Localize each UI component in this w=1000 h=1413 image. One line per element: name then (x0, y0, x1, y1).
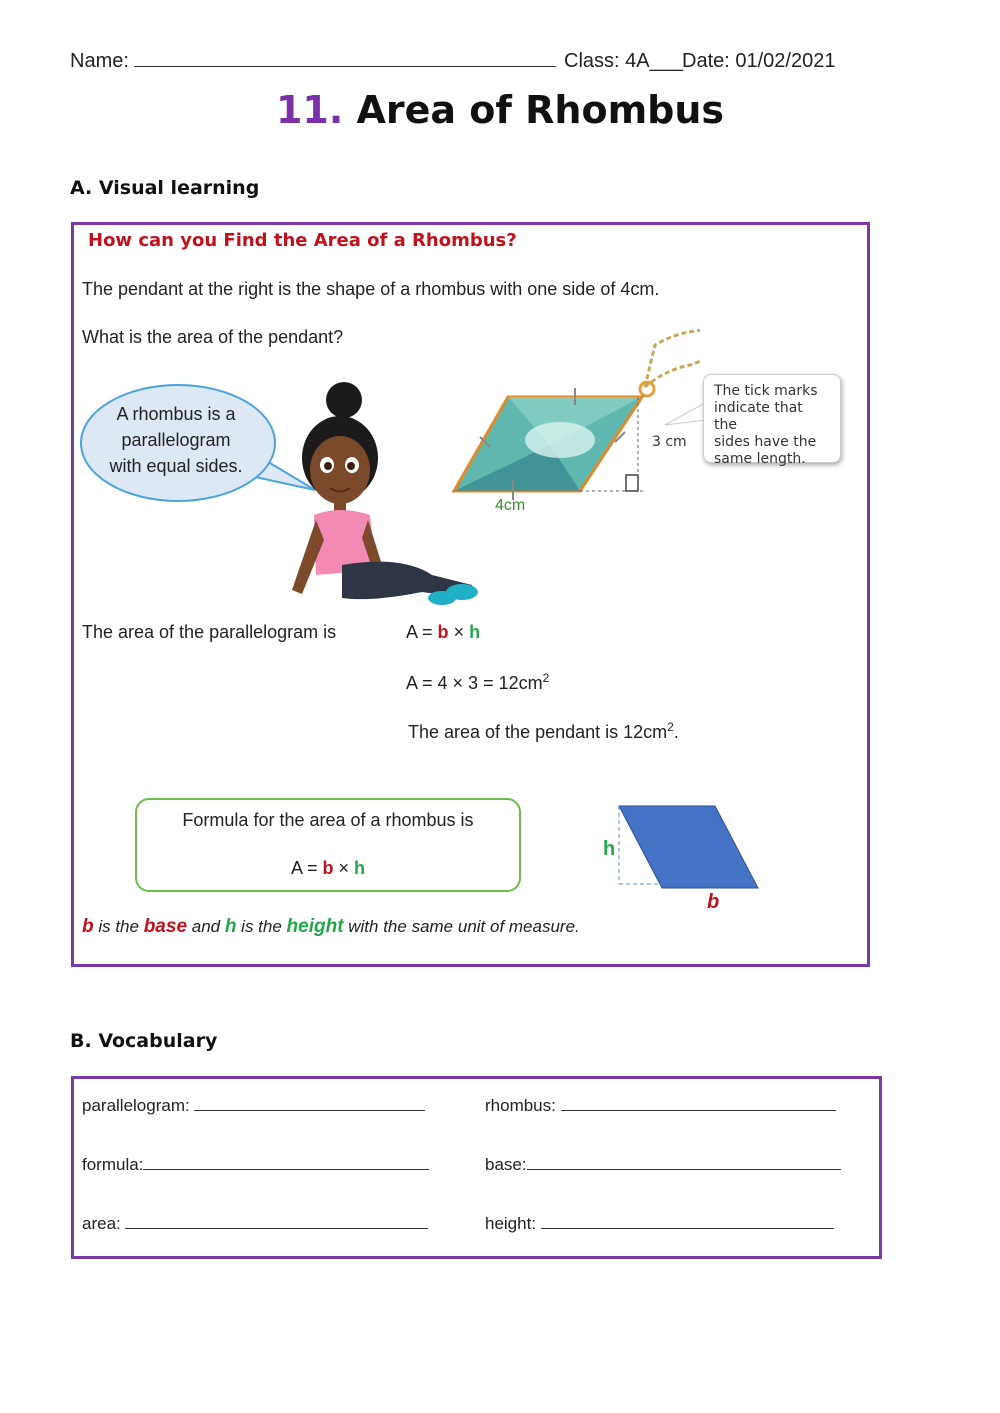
note-is-the: is the (93, 917, 144, 936)
area-formula (406, 622, 480, 643)
vocab-answer-line[interactable] (561, 1094, 836, 1111)
vocab-item-area (82, 1212, 428, 1234)
callout-line-3: sides have the (714, 434, 817, 450)
bubble-line-3: with equal sides. (109, 456, 243, 476)
vocab-label: area: (82, 1214, 121, 1233)
area-calculation (406, 671, 549, 694)
vocab-label: base: (485, 1155, 527, 1174)
vocab-answer-line[interactable] (143, 1153, 429, 1170)
formula-b: b (437, 622, 449, 642)
note-and: and (187, 917, 225, 936)
vocab-answer-line[interactable] (541, 1212, 834, 1229)
box-formula-a: A = (290, 858, 318, 878)
result-sup: 2 (667, 720, 674, 734)
formula-box-title: Formula for the area of a rhombus is (182, 810, 474, 830)
note-rest: with the same unit of measure. (343, 917, 580, 936)
box-formula-b: b (322, 858, 334, 878)
section-a-heading: A. Visual learning (70, 177, 260, 199)
section-b-heading: B. Vocabulary (70, 1030, 218, 1052)
parallelogram-diagram (600, 800, 770, 900)
vocab-answer-line[interactable] (527, 1153, 841, 1170)
page-title (0, 88, 1000, 132)
area-result (408, 720, 679, 743)
vocab-answer-line[interactable] (125, 1212, 428, 1229)
vocab-item-base (485, 1153, 841, 1175)
callout-line-2: indicate that the (714, 400, 803, 433)
formula-a: A = (406, 622, 433, 642)
height-label-3cm: 3 cm (652, 434, 687, 450)
vocab-item-parallelogram (82, 1094, 425, 1116)
base-label-4cm: 4cm (495, 497, 526, 514)
vocab-label: formula: (82, 1155, 144, 1174)
note-h: h (224, 916, 237, 937)
callout-line-1: The tick marks (714, 383, 818, 399)
name-input-line[interactable] (134, 50, 556, 67)
class-label: Class: 4A___ (564, 50, 683, 72)
note-b: b (82, 916, 94, 937)
formula-box-equation (135, 858, 521, 879)
result-period: . (673, 722, 679, 742)
vocab-label: rhombus: (485, 1096, 556, 1115)
question-title: How can you Find the Area of a Rhombus? (88, 230, 517, 251)
vocab-item-formula (82, 1153, 429, 1175)
note-base: base (143, 916, 188, 937)
note-height: height (286, 916, 344, 937)
speech-bubble-text (80, 401, 272, 479)
callout-line-4: same length. (714, 451, 806, 467)
date-label: Date: 01/02/2021 (682, 50, 836, 72)
vocab-label: height: (485, 1214, 537, 1233)
vocab-item-height (485, 1212, 834, 1234)
vocab-item-rhombus (485, 1094, 836, 1116)
title-text: Area of Rhombus (356, 88, 725, 132)
calc-text: A = 4 × 3 = 12cm (406, 673, 543, 693)
name-label: Name: (70, 50, 129, 72)
calc-sup: 2 (542, 671, 550, 685)
note-is-the-2: is the (236, 917, 287, 936)
diagram-h-label: h (603, 838, 616, 860)
name-row (70, 50, 556, 73)
bubble-line-1: A rhombus is a (116, 404, 236, 424)
base-height-note (82, 916, 580, 938)
diagram-b-label: b (707, 891, 720, 913)
area-intro: The area of the parallelogram is (82, 622, 337, 642)
intro-line-1: The pendant at the right is the shape of a rhombus with one side of 4cm. (82, 279, 660, 299)
bubble-line-2: parallelogram (121, 430, 231, 450)
tick-marks-callout (703, 374, 841, 467)
formula-times: × (453, 622, 465, 642)
vocab-answer-line[interactable] (194, 1094, 425, 1111)
title-number: 11. (275, 88, 344, 132)
result-text: The area of the pendant is 12cm (408, 722, 668, 742)
formula-h: h (469, 622, 481, 642)
box-formula-times: × (338, 858, 350, 878)
intro-line-2: What is the area of the pendant? (82, 327, 344, 347)
box-formula-h: h (354, 858, 366, 878)
vocab-label: parallelogram: (82, 1096, 190, 1115)
